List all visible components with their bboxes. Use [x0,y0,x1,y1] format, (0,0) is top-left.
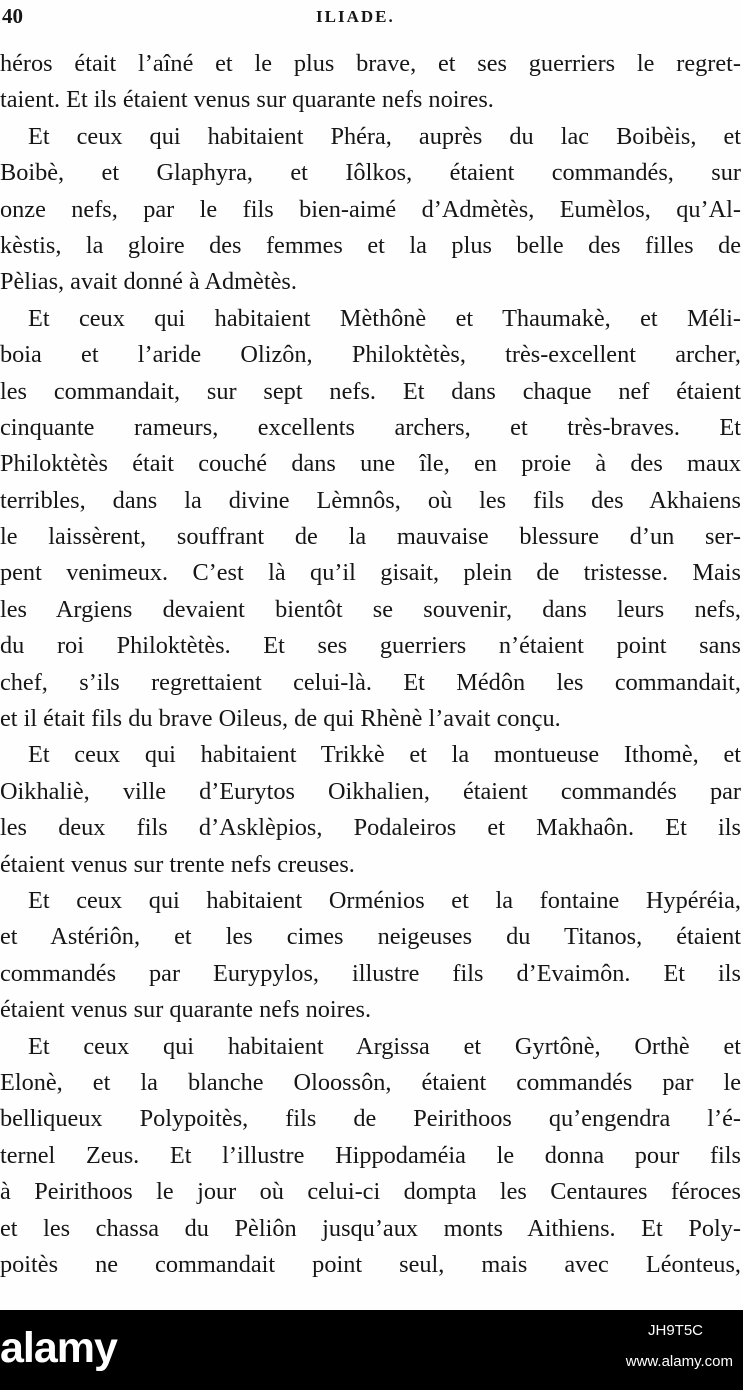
text-line: les deux fils d’Asklèpios, Podaleiros et Makhaôn. Et ils [0,814,741,842]
page-header [0,0,743,36]
text-line: chef, s’ils regrettaient celui-là. Et Médôn les commandait, [0,668,741,696]
text-line: Et ceux qui habitaient Orménios et la fontaine Hypéréia, [28,886,741,914]
text-line: cinquante rameurs, excellents archers, et très-braves. Et [0,413,741,441]
running-title: ILIADE. [316,7,395,26]
text-line: poitès ne commandait point seul, mais avec Léonteus, [0,1250,741,1278]
text-line: héros était l’aîné et le plus brave, et ses guerriers le regret- [0,50,741,77]
text-line: à Peirithoos le jour où celui-ci dompta les Centaures féroces [0,1178,741,1206]
text-line: kèstis, la gloire des femmes et la plus belle des filles de [0,231,741,259]
image-id: JH9T5C [647,1322,703,1339]
text-line: taient. Et ils étaient venus sur quarante nefs noires. [0,86,494,114]
paragraph [0,46,741,119]
text-line: belliqueux Polypoitès, fils de Peirithoos qu’engendra l’é- [0,1105,741,1133]
watermark-bar [0,1310,743,1390]
text-line: les Argiens devaient bientôt se souvenir, dans leurs nefs, [0,595,741,623]
text-line: étaient venus sur trente nefs creuses. [0,850,355,878]
paragraph [0,1029,741,1284]
text-line: Boibè, et Glaphyra, et Iôlkos, étaient commandés, sur [0,159,741,187]
text-line: Et ceux qui habitaient Phéra, auprès du lac Boibèis, et [28,122,741,150]
alamy-logo: alamy [0,1324,117,1372]
text-line: étaient venus sur quarante nefs noires. [0,996,372,1024]
text-line: Pèlias, avait donné à Admètès. [0,268,297,296]
text-line: du roi Philoktètès. Et ses guerriers n’étaient point sans [0,632,741,660]
text-line: ternel Zeus. Et l’illustre Hippodaméia le donna pour fils [0,1141,741,1169]
site-url: www.alamy.com [625,1353,733,1370]
text-line: Et ceux qui habitaient Mèthônè et Thaumakè, et Méli- [28,304,741,332]
text-line: boia et l’aride Olizôn, Philoktètès, très-excellent archer, [0,341,741,369]
paragraph [0,737,741,883]
paragraph [0,301,741,738]
text-line: Philoktètès était couché dans une île, en proie à des maux [0,450,741,478]
text-line: et les chassa du Pèliôn jusqu’aux monts Aithiens. Et Poly- [0,1214,741,1242]
text-line: Elonè, et la blanche Oloossôn, étaient commandés par le [0,1068,741,1096]
text-line: et Astériôn, et les cimes neigeuses du Titanos, étaient [0,923,741,951]
text-line: Et ceux qui habitaient Trikkè et la montueuse Ithomè, et [28,741,741,769]
page-number: 40 [2,4,23,28]
paragraph [0,883,741,1029]
text-line: terribles, dans la divine Lèmnôs, où les fils des Akhaiens [0,486,741,514]
text-line: le laissèrent, souffrant de la mauvaise blessure d’un ser- [0,523,741,551]
text-line: pent venimeux. C’est là qu’il gisait, plein de tristesse. Mais [0,559,741,587]
text-line: onze nefs, par le fils bien-aimé d’Admètès, Eumèlos, qu’Al- [0,195,741,223]
text-line: les commandait, sur sept nefs. Et dans chaque nef étaient [0,377,741,405]
text-line: et il était fils du brave Oileus, de qui Rhènè l’avait conçu. [0,705,561,733]
text-body [0,46,741,1283]
text-line: Oikhaliè, ville d’Eurytos Oikhalien, étaient commandés par [0,777,741,805]
text-line: Et ceux qui habitaient Argissa et Gyrtônè, Orthè et [28,1032,741,1060]
text-line: commandés par Eurypylos, illustre fils d’Evaimôn. Et ils [0,959,741,987]
paragraph [0,119,741,301]
